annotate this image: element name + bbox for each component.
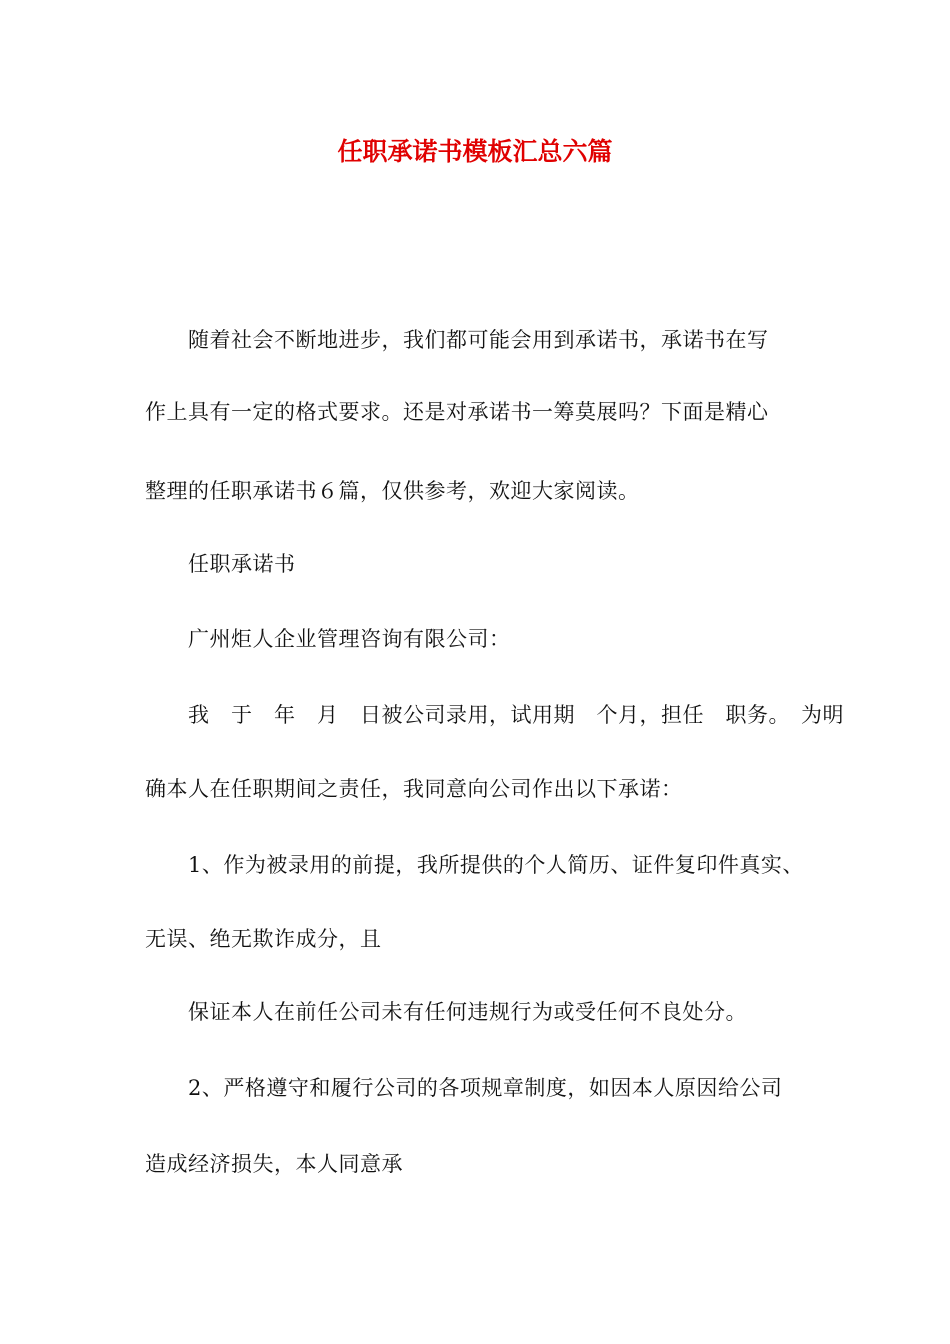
clause-2-line-2: 造成经济损失，本人同意承 xyxy=(145,1152,403,1176)
paragraph-intro-line-1: 随着社会不断地进步，我们都可能会用到承诺书，承诺书在写 xyxy=(188,328,769,352)
paragraph-intro-line-3: 整理的任职承诺书６篇，仅供参考，欢迎大家阅读。 xyxy=(145,479,640,503)
clause-1-line-2: 无误、绝无欺诈成分，且 xyxy=(145,927,382,951)
document-title: 任职承诺书模板汇总六篇 xyxy=(337,137,613,166)
clause-1-line-1: 1、作为被录用的前提，我所提供的个人简历、证件复印件真实、 xyxy=(188,853,804,877)
paragraph-intro-line-2: 作上具有一定的格式要求。还是对承诺书一筹莫展吗？下面是精心 xyxy=(145,400,769,424)
clause-2-line-1: 2、严格遵守和履行公司的各项规章制度，如因本人原因给公司 xyxy=(188,1076,783,1100)
section-heading: 任职承诺书 xyxy=(188,552,296,576)
paragraph-employment-line-1: 我 于 年 月 日被公司录用，试用期 个月，担任 职务。 为明 xyxy=(188,703,844,727)
paragraph-employment-line-2: 确本人在任职期间之责任，我同意向公司作出以下承诺： xyxy=(145,777,683,801)
clause-1-line-3: 保证本人在前任公司未有任何违规行为或受任何不良处分。 xyxy=(188,1000,747,1024)
addressee-line: 广州炬人企业管理咨询有限公司： xyxy=(188,627,511,651)
